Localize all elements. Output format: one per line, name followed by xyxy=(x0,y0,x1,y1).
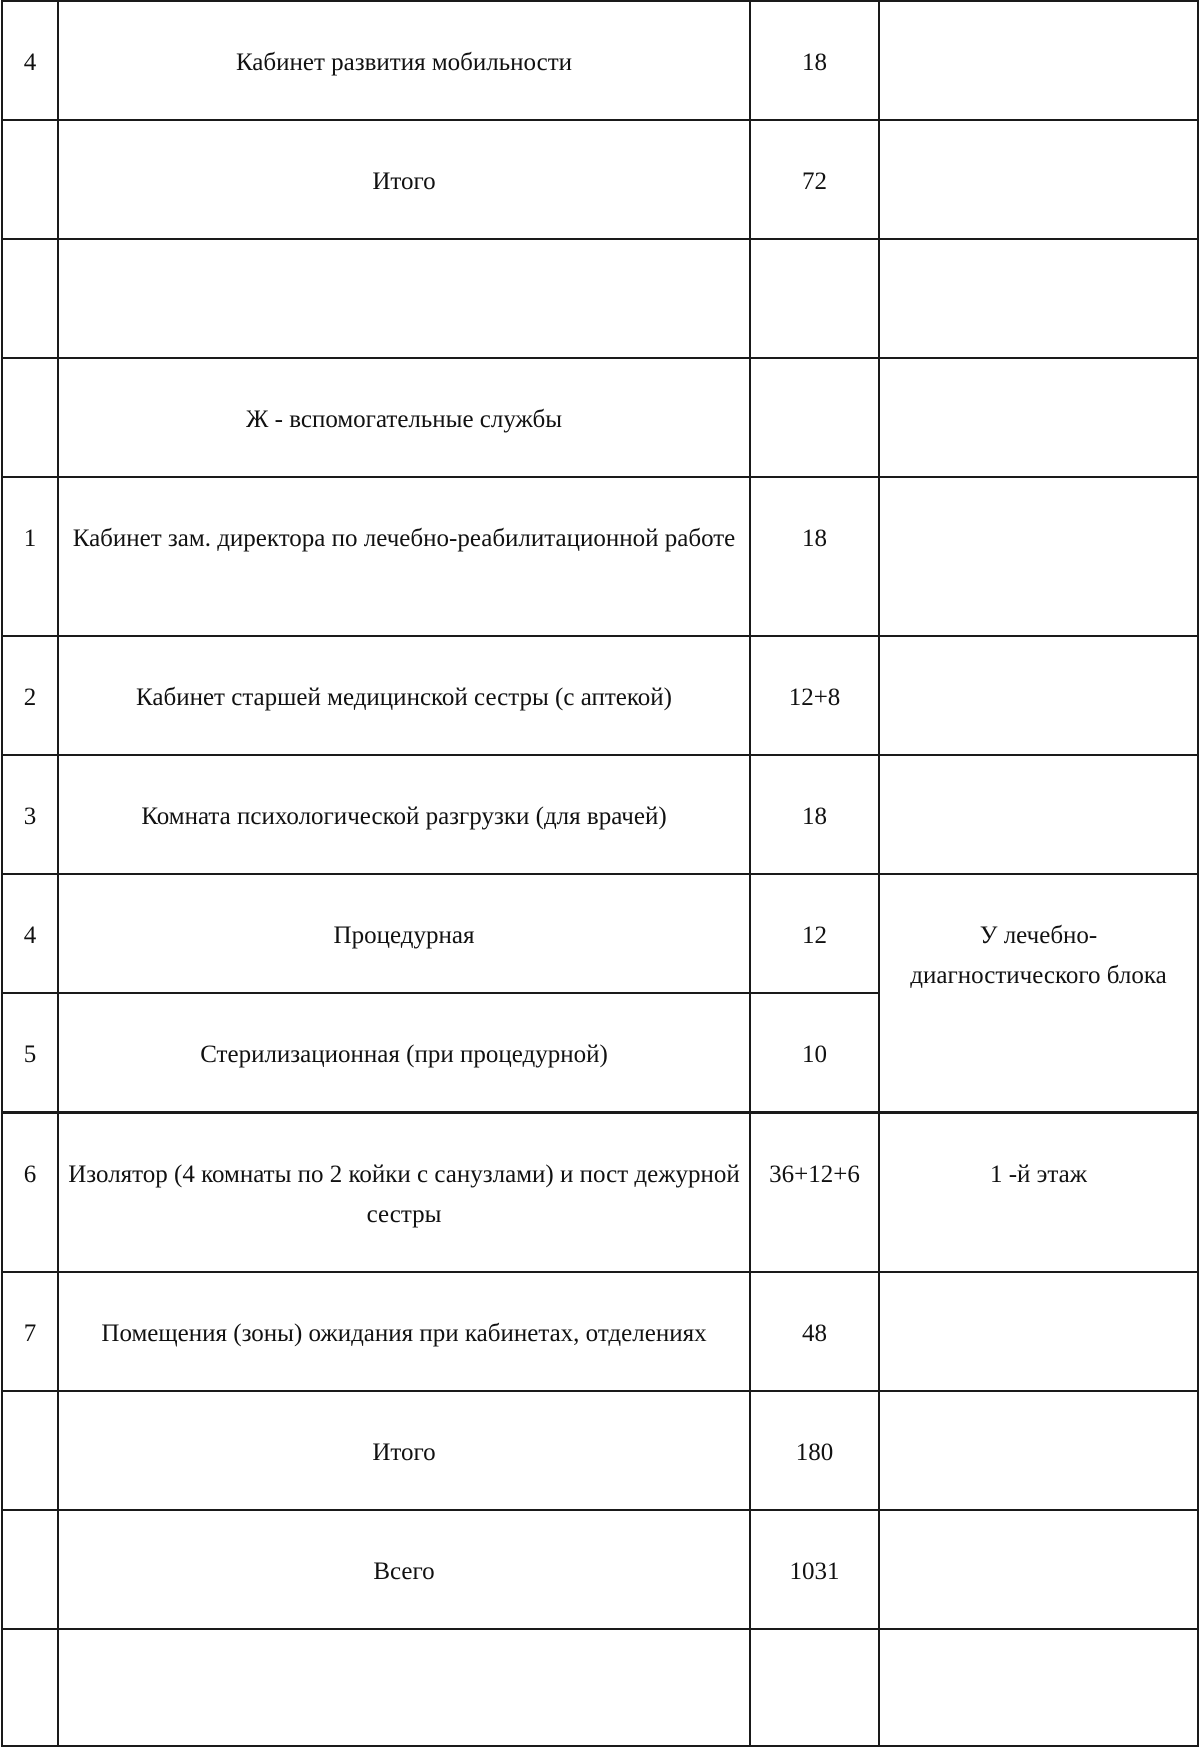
area-cell: 72 xyxy=(750,120,879,239)
room-name-cell: Стерилизационная (при процедурной) xyxy=(58,993,750,1113)
note-cell: 1 -й этаж xyxy=(879,1113,1198,1273)
note-cell xyxy=(879,1272,1198,1391)
room-name-cell: Комната психологической разгрузки (для врачей) xyxy=(58,755,750,874)
note-cell xyxy=(879,239,1198,358)
room-name-cell xyxy=(58,239,750,358)
area-cell xyxy=(750,239,879,358)
area-cell xyxy=(750,1629,879,1746)
note-cell xyxy=(879,477,1198,636)
area-cell: 180 xyxy=(750,1391,879,1510)
area-cell: 10 xyxy=(750,993,879,1113)
table-row xyxy=(2,239,1198,358)
row-number-cell: 4 xyxy=(2,874,58,993)
room-name-cell: Изолятор (4 комнаты по 2 койки с санузлами) и пост дежурной сестры xyxy=(58,1113,750,1273)
note-cell xyxy=(879,636,1198,755)
table-row xyxy=(2,1113,1198,1273)
table-row xyxy=(2,874,1198,993)
room-name-cell: Помещения (зоны) ожидания при кабинетах, отделениях xyxy=(58,1272,750,1391)
area-cell: 18 xyxy=(750,477,879,636)
room-name-cell: Всего xyxy=(58,1510,750,1629)
table-row xyxy=(2,1,1198,120)
note-cell xyxy=(879,358,1198,477)
area-cell: 18 xyxy=(750,1,879,120)
note-cell xyxy=(879,1391,1198,1510)
area-cell xyxy=(750,358,879,477)
row-number-cell: 7 xyxy=(2,1272,58,1391)
table-row xyxy=(2,755,1198,874)
row-number-cell: 5 xyxy=(2,993,58,1113)
row-number-cell xyxy=(2,120,58,239)
row-number-cell: 4 xyxy=(2,1,58,120)
row-number-cell: 3 xyxy=(2,755,58,874)
table-row xyxy=(2,1391,1198,1510)
row-number-cell xyxy=(2,239,58,358)
table-row xyxy=(2,477,1198,636)
table-row xyxy=(2,1629,1198,1746)
room-name-cell: Кабинет старшей медицинской сестры (с аптекой) xyxy=(58,636,750,755)
merged-note-cell: У лечебно-диагностического блока xyxy=(879,874,1198,1113)
row-number-cell: 1 xyxy=(2,477,58,636)
note-cell xyxy=(879,755,1198,874)
area-cell: 12+8 xyxy=(750,636,879,755)
area-cell: 12 xyxy=(750,874,879,993)
row-number-cell xyxy=(2,1510,58,1629)
section-heading-row xyxy=(2,358,1198,477)
section-heading-cell: Ж - вспомогательные службы xyxy=(58,358,750,477)
table-row xyxy=(2,120,1198,239)
room-name-cell: Итого xyxy=(58,1391,750,1510)
note-cell xyxy=(879,1629,1198,1746)
table-row xyxy=(2,1510,1198,1629)
note-cell xyxy=(879,120,1198,239)
table-row xyxy=(2,1272,1198,1391)
row-number-cell xyxy=(2,1391,58,1510)
area-cell: 1031 xyxy=(750,1510,879,1629)
room-name-cell xyxy=(58,1629,750,1746)
row-number-cell: 2 xyxy=(2,636,58,755)
row-number-cell xyxy=(2,358,58,477)
room-name-cell: Процедурная xyxy=(58,874,750,993)
room-name-cell: Кабинет зам. директора по лечебно-реабилитационной работе xyxy=(58,477,750,636)
area-cell: 36+12+6 xyxy=(750,1113,879,1273)
row-number-cell: 6 xyxy=(2,1113,58,1273)
note-cell xyxy=(879,1510,1198,1629)
area-cell: 18 xyxy=(750,755,879,874)
room-name-cell: Итого xyxy=(58,120,750,239)
table-row xyxy=(2,636,1198,755)
rooms-table xyxy=(1,0,1199,1747)
area-cell: 48 xyxy=(750,1272,879,1391)
room-name-cell: Кабинет развития мобильности xyxy=(58,1,750,120)
row-number-cell xyxy=(2,1629,58,1746)
note-cell xyxy=(879,1,1198,120)
